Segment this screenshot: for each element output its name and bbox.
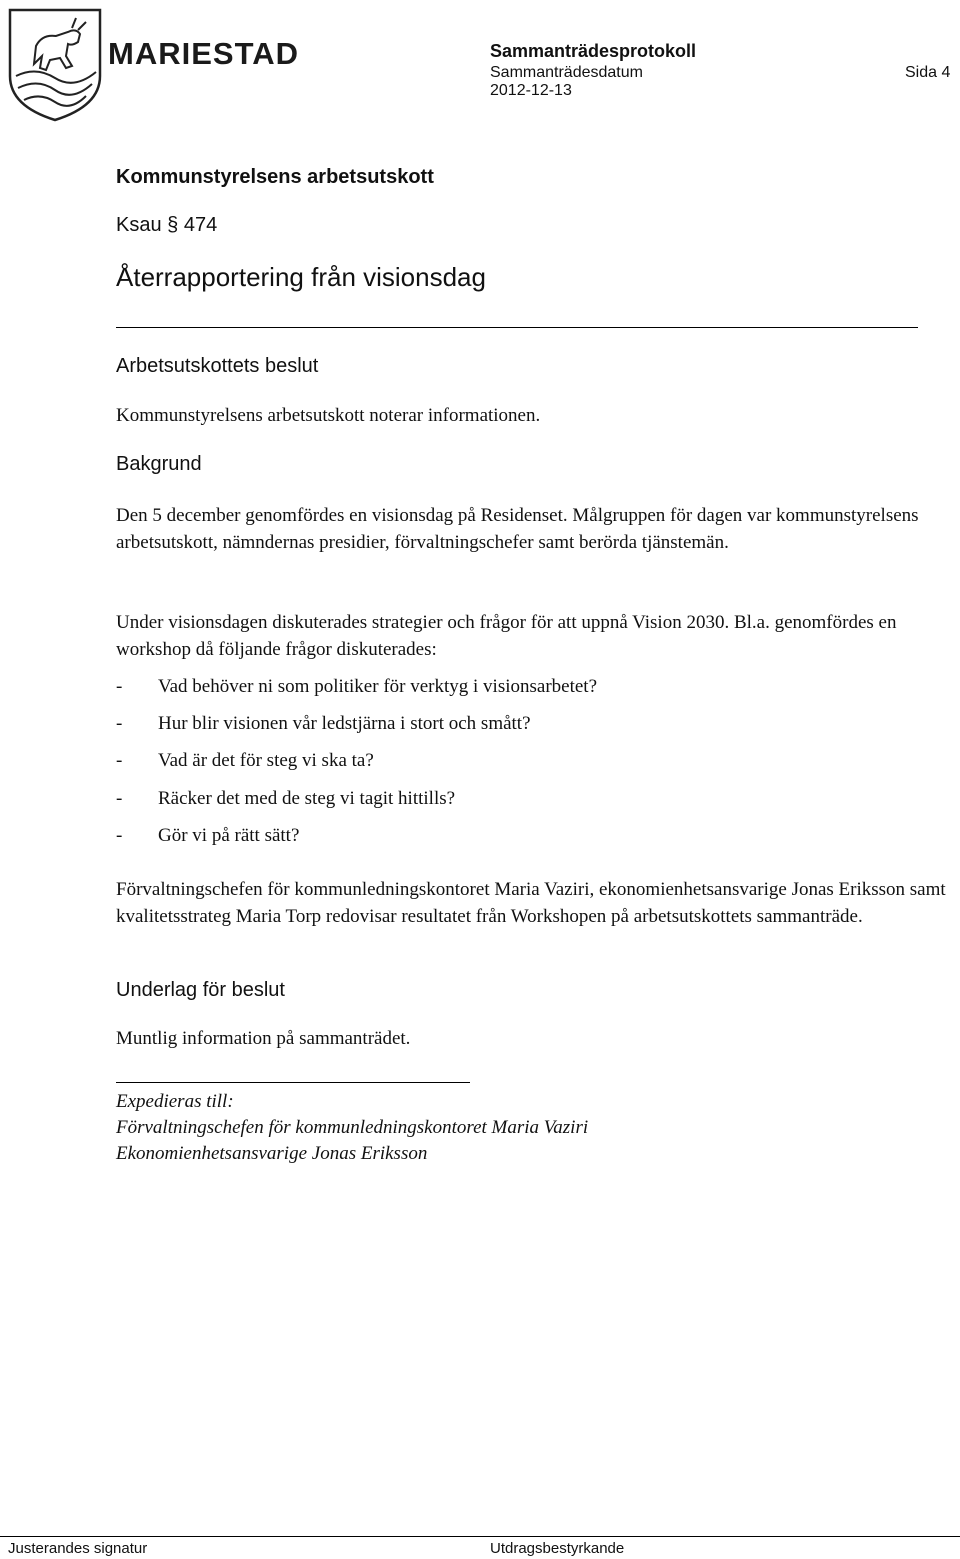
meeting-date: 2012-12-13 bbox=[490, 82, 572, 99]
question-item: - Vad är det för steg vi ska ta? bbox=[116, 750, 374, 771]
footer-divider bbox=[0, 1536, 960, 1537]
section-reference: Ksau § 474 bbox=[116, 214, 218, 236]
title-divider bbox=[116, 327, 918, 328]
certification-label: Utdragsbestyrkande bbox=[490, 1540, 625, 1557]
background-paragraph-1: Den 5 december genomfördes en visionsdag på Residenset. Målgruppen för dagen var kommunstyrelsens arbetsutskott, nämndernas presidier, förvaltningschefer samt berörda tjänstemän. bbox=[116, 505, 919, 553]
dispatch-recipient: Ekonomienhetsansvarige Jonas Eriksson bbox=[116, 1143, 428, 1164]
decision-heading: Arbetsutskottets beslut bbox=[116, 355, 319, 377]
dispatch-divider bbox=[116, 1082, 470, 1083]
document-type: Sammanträdesprotokoll bbox=[490, 41, 697, 61]
question-item: - Räcker det med de steg vi tagit hittills? bbox=[116, 788, 456, 809]
mariestad-emblem-logo bbox=[6, 6, 104, 124]
dispatch-recipient: Förvaltningschefen för kommunledningskontoret Maria Vaziri bbox=[116, 1117, 589, 1138]
committee-name: Kommunstyrelsens arbetsutskott bbox=[116, 166, 434, 188]
decision-text: Kommunstyrelsens arbetsutskott noterar informationen. bbox=[116, 405, 541, 426]
background-heading: Bakgrund bbox=[116, 453, 202, 475]
meeting-date-label: Sammanträdesdatum bbox=[490, 64, 643, 81]
background-paragraph-2: Under visionsdagen diskuterades strategier och frågor för att uppnå Vision 2030. Bl.a. genomfördes en workshop då följande frågor diskuterades: bbox=[116, 612, 897, 660]
basis-heading: Underlag för beslut bbox=[116, 979, 285, 1001]
page-number: Sida 4 bbox=[905, 64, 951, 81]
logo-wordmark: MARIESTAD bbox=[108, 36, 299, 71]
question-item: - Gör vi på rätt sätt? bbox=[116, 825, 300, 846]
signature-label: Justerandes signatur bbox=[8, 1540, 148, 1557]
page-title: Återrapportering från visionsdag bbox=[116, 262, 486, 292]
question-item: - Vad behöver ni som politiker för verktyg i visionsarbetet? bbox=[116, 676, 598, 697]
dispatch-label: Expedieras till: bbox=[116, 1091, 234, 1112]
question-item: - Hur blir visionen vår ledstjärna i stort och smått? bbox=[116, 713, 531, 734]
background-paragraph-3: Förvaltningschefen för kommunledningskontoret Maria Vaziri, ekonomienhetsansvarige Jonas Eriksson samt kvalitetsstrateg Maria Torp redovisar resultatet från Workshopen på arbetsutskottets sammanträde. bbox=[116, 879, 946, 927]
basis-text: Muntlig information på sammanträdet. bbox=[116, 1028, 411, 1049]
